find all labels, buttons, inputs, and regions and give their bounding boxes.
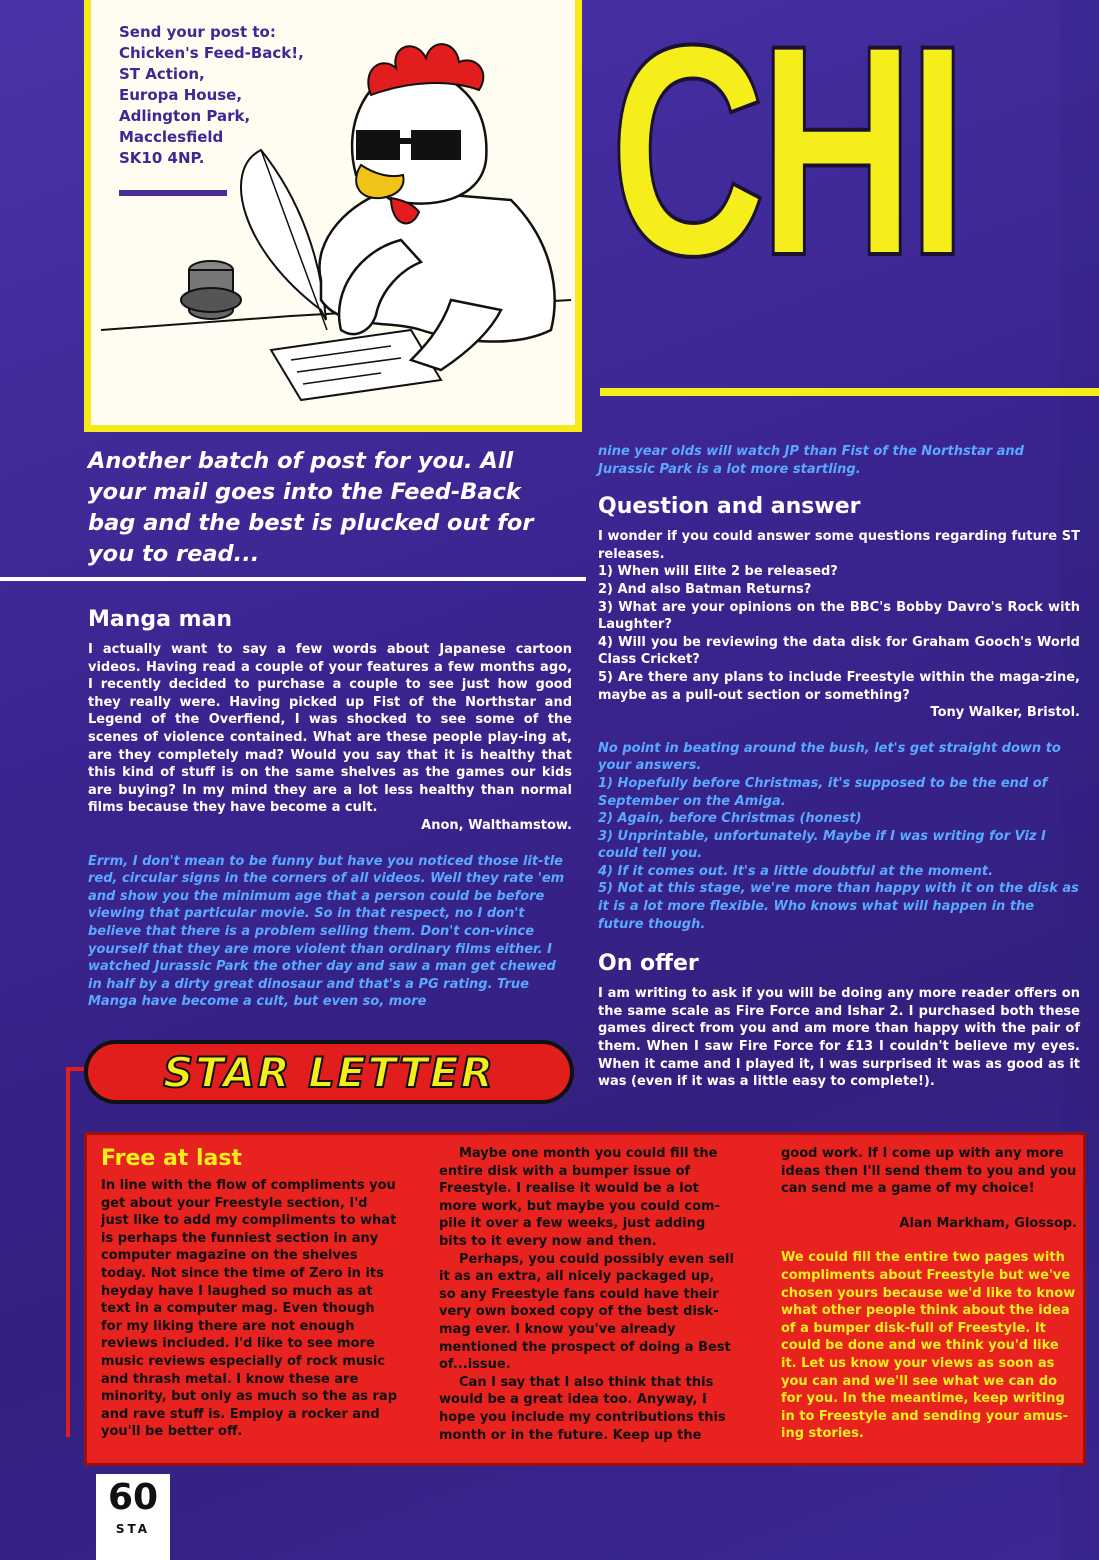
title-underline	[600, 388, 1099, 396]
star-letter-box	[84, 1132, 1086, 1466]
section-heading-qa: Question and answer	[598, 494, 861, 520]
answer-line: 4) If it comes out. It's a little doubtful at the moment.	[598, 863, 994, 879]
page-number: 60	[107, 1477, 159, 1518]
question-line: 5) Are there any plans to include Freestyle within the maga-zine, maybe as a pull-out section or something?	[598, 669, 1080, 703]
address-panel	[84, 0, 582, 432]
intro-divider	[0, 577, 586, 581]
section-heading-manga: Manga man	[88, 607, 233, 632]
reader-letter: I actually want to say a few words about Japanese cartoon videos. Having read a couple of your features a few months ago, I recently decided to purchase a couple to see just how good they really were. Having picked up Fist of the Northstar and Legend of the Overfiend, I was shocked to see some of the scenes of violence contained. What are these people play-ing at, are they completely mad? Would you say that it is healthy that this kind of stuff is on the same shelves as the games our kids are buying? In my mind they are a lot less healthy than normal films because they have become a cult.	[88, 642, 572, 816]
reader-letter: I am writing to ask if you will be doing any more reader offers on the same scale as Fire Force and Ishar 2. I purchased both these games direct from you and am more than happy with the pair of them. When I saw Fire Force for £13 I couldn't believe my eyes. When it came and I played it, I was surprised it was as good as it was (even if it was a little easy to complete!).	[598, 986, 1080, 1090]
title-block	[600, 0, 1099, 420]
question-line: 2) And also Batman Returns?	[598, 581, 812, 597]
question-line: 3) What are your opinions on the BBC's Bobby Davro's Rock with Laughter?	[598, 599, 1080, 633]
address-underline	[119, 190, 227, 196]
answer-line: 5) Not at this stage, we're more than happy with it on the disk as it is a lot more flexible. Who knows what will happen in the future though.	[598, 881, 1079, 932]
address-line: SK10 4NP.	[119, 149, 205, 167]
address-line: Macclesfield	[119, 128, 224, 146]
address-line: Europa House,	[119, 86, 243, 104]
star-letter-signature: Alan Markham, Glossop.	[899, 1215, 1077, 1231]
answer-line: 1) Hopefully before Christmas, it's supposed to be the end of September on the Amiga.	[598, 775, 1048, 809]
page-number-box	[96, 1474, 170, 1560]
editor-reply-continued: nine year olds will watch JP than Fist of the Northstar and Jurassic Park is a lot more startling.	[598, 444, 1024, 477]
address-line: ST Action,	[119, 65, 205, 83]
editor-reply: Errm, I don't mean to be funny but have you noticed those lit-tle red, circular signs in the corners of all videos. Well they rate 'em and show you the minimum age that a person could be before viewing that particular movie. So in that respect, no I don't believe that there is a problem selling them. Don't con-vince yourself that they are more violent than ordinary films either. I watched Jurassic Park the other day and saw a man get chewed in half by a dirty great dinosaur and that's a PG rating. True Manga have become a cult, but even so, more	[88, 853, 565, 1010]
star-letter-reply: We could fill the entire two pages with compliments about Freestyle but we've chosen yours because we'd like to know what other people think about the idea of a bumper disk-full of Freestyle. It could be done and we think you'd like it. Let us know your views as soon as you can and we'll see what we can do for you. In the meantime, keep writing in to Freestyle and sending your amus-ing stories.	[781, 1250, 1076, 1442]
star-letter-banner	[84, 1040, 574, 1104]
answer-line: 3) Unprintable, unfortunately. Maybe if I was writing for Viz I could tell you.	[598, 828, 1046, 862]
question-line: 1) When will Elite 2 be released?	[598, 564, 838, 580]
star-letter-text: Maybe one month you could fill the entire disk with a bumper issue of Freestyle. I realise it would be a lot more work, but maybe you could com-pile it over a few weeks, just adding bits to it every now and then.	[439, 1146, 720, 1249]
address-line: Chicken's Feed-Back!,	[119, 44, 304, 62]
address-line: Send your post to:	[119, 23, 276, 41]
right-column	[598, 443, 1080, 1091]
magazine-tag: STA	[115, 1522, 151, 1536]
star-letter-text: Perhaps, you could possibly even sell it as an extra, all nicely packaged up, so any Freestyle fans could have their very own boxed copy of the best disk-mag ever. I know you've already mentioned the prospect of doing a Best of...issue.	[439, 1251, 734, 1373]
star-letter-text: Can I say that I also think that this would be a great idea too. Anyway, I hope you include my contributions this month or in the future. Keep up the	[439, 1374, 726, 1443]
star-letter-text: In line with the flow of compliments you get about your Freestyle section, I'd just like to add my compliments to what is perhaps the funniest section in any computer magazine on the shelves today. Not since the time of Zero in its heyday have I laughed so much as at text in a computer mag. Even though for my liking there are not enough reviews included. I'd like to see more music reviews especially of rock music and thrash metal. I know these are minority, but only as much so the as rap and rave stuff is. Employ a rocker and you'll be better off.	[101, 1178, 397, 1440]
section-heading-offer: On offer	[598, 951, 699, 977]
star-letter-heading: Free at last	[101, 1146, 242, 1171]
answer-line: No point in beating around the bush, let's get straight down to your answers.	[598, 740, 1061, 774]
question-line: I wonder if you could answer some questions regarding future ST releases.	[598, 529, 1080, 562]
left-column	[88, 605, 572, 1011]
star-letter-text: good work. If I come up with any more ideas then I'll send them to you and you can send me a game of my choice!	[781, 1146, 1077, 1197]
star-column-3	[781, 1145, 1077, 1443]
postal-address	[119, 22, 304, 169]
star-column-2	[439, 1145, 735, 1444]
letter-signature: Tony Walker, Bristol.	[930, 705, 1080, 721]
star-letter-title: STAR LETTER	[163, 1048, 495, 1097]
letter-signature: Anon, Walthamstow.	[421, 817, 572, 833]
star-column-1	[101, 1145, 397, 1441]
address-line: Adlington Park,	[119, 107, 251, 125]
star-letter-connector	[66, 1067, 84, 1437]
intro-text: Another batch of post for you. All your mail goes into the Feed-Back bag and the best is plucked out for you to read...	[88, 448, 534, 567]
question-line: 4) Will you be reviewing the data disk for Graham Gooch's World Class Cricket?	[598, 634, 1080, 668]
answer-line: 2) Again, before Christmas (honest)	[598, 811, 862, 827]
page-title: CHI	[610, 0, 961, 318]
